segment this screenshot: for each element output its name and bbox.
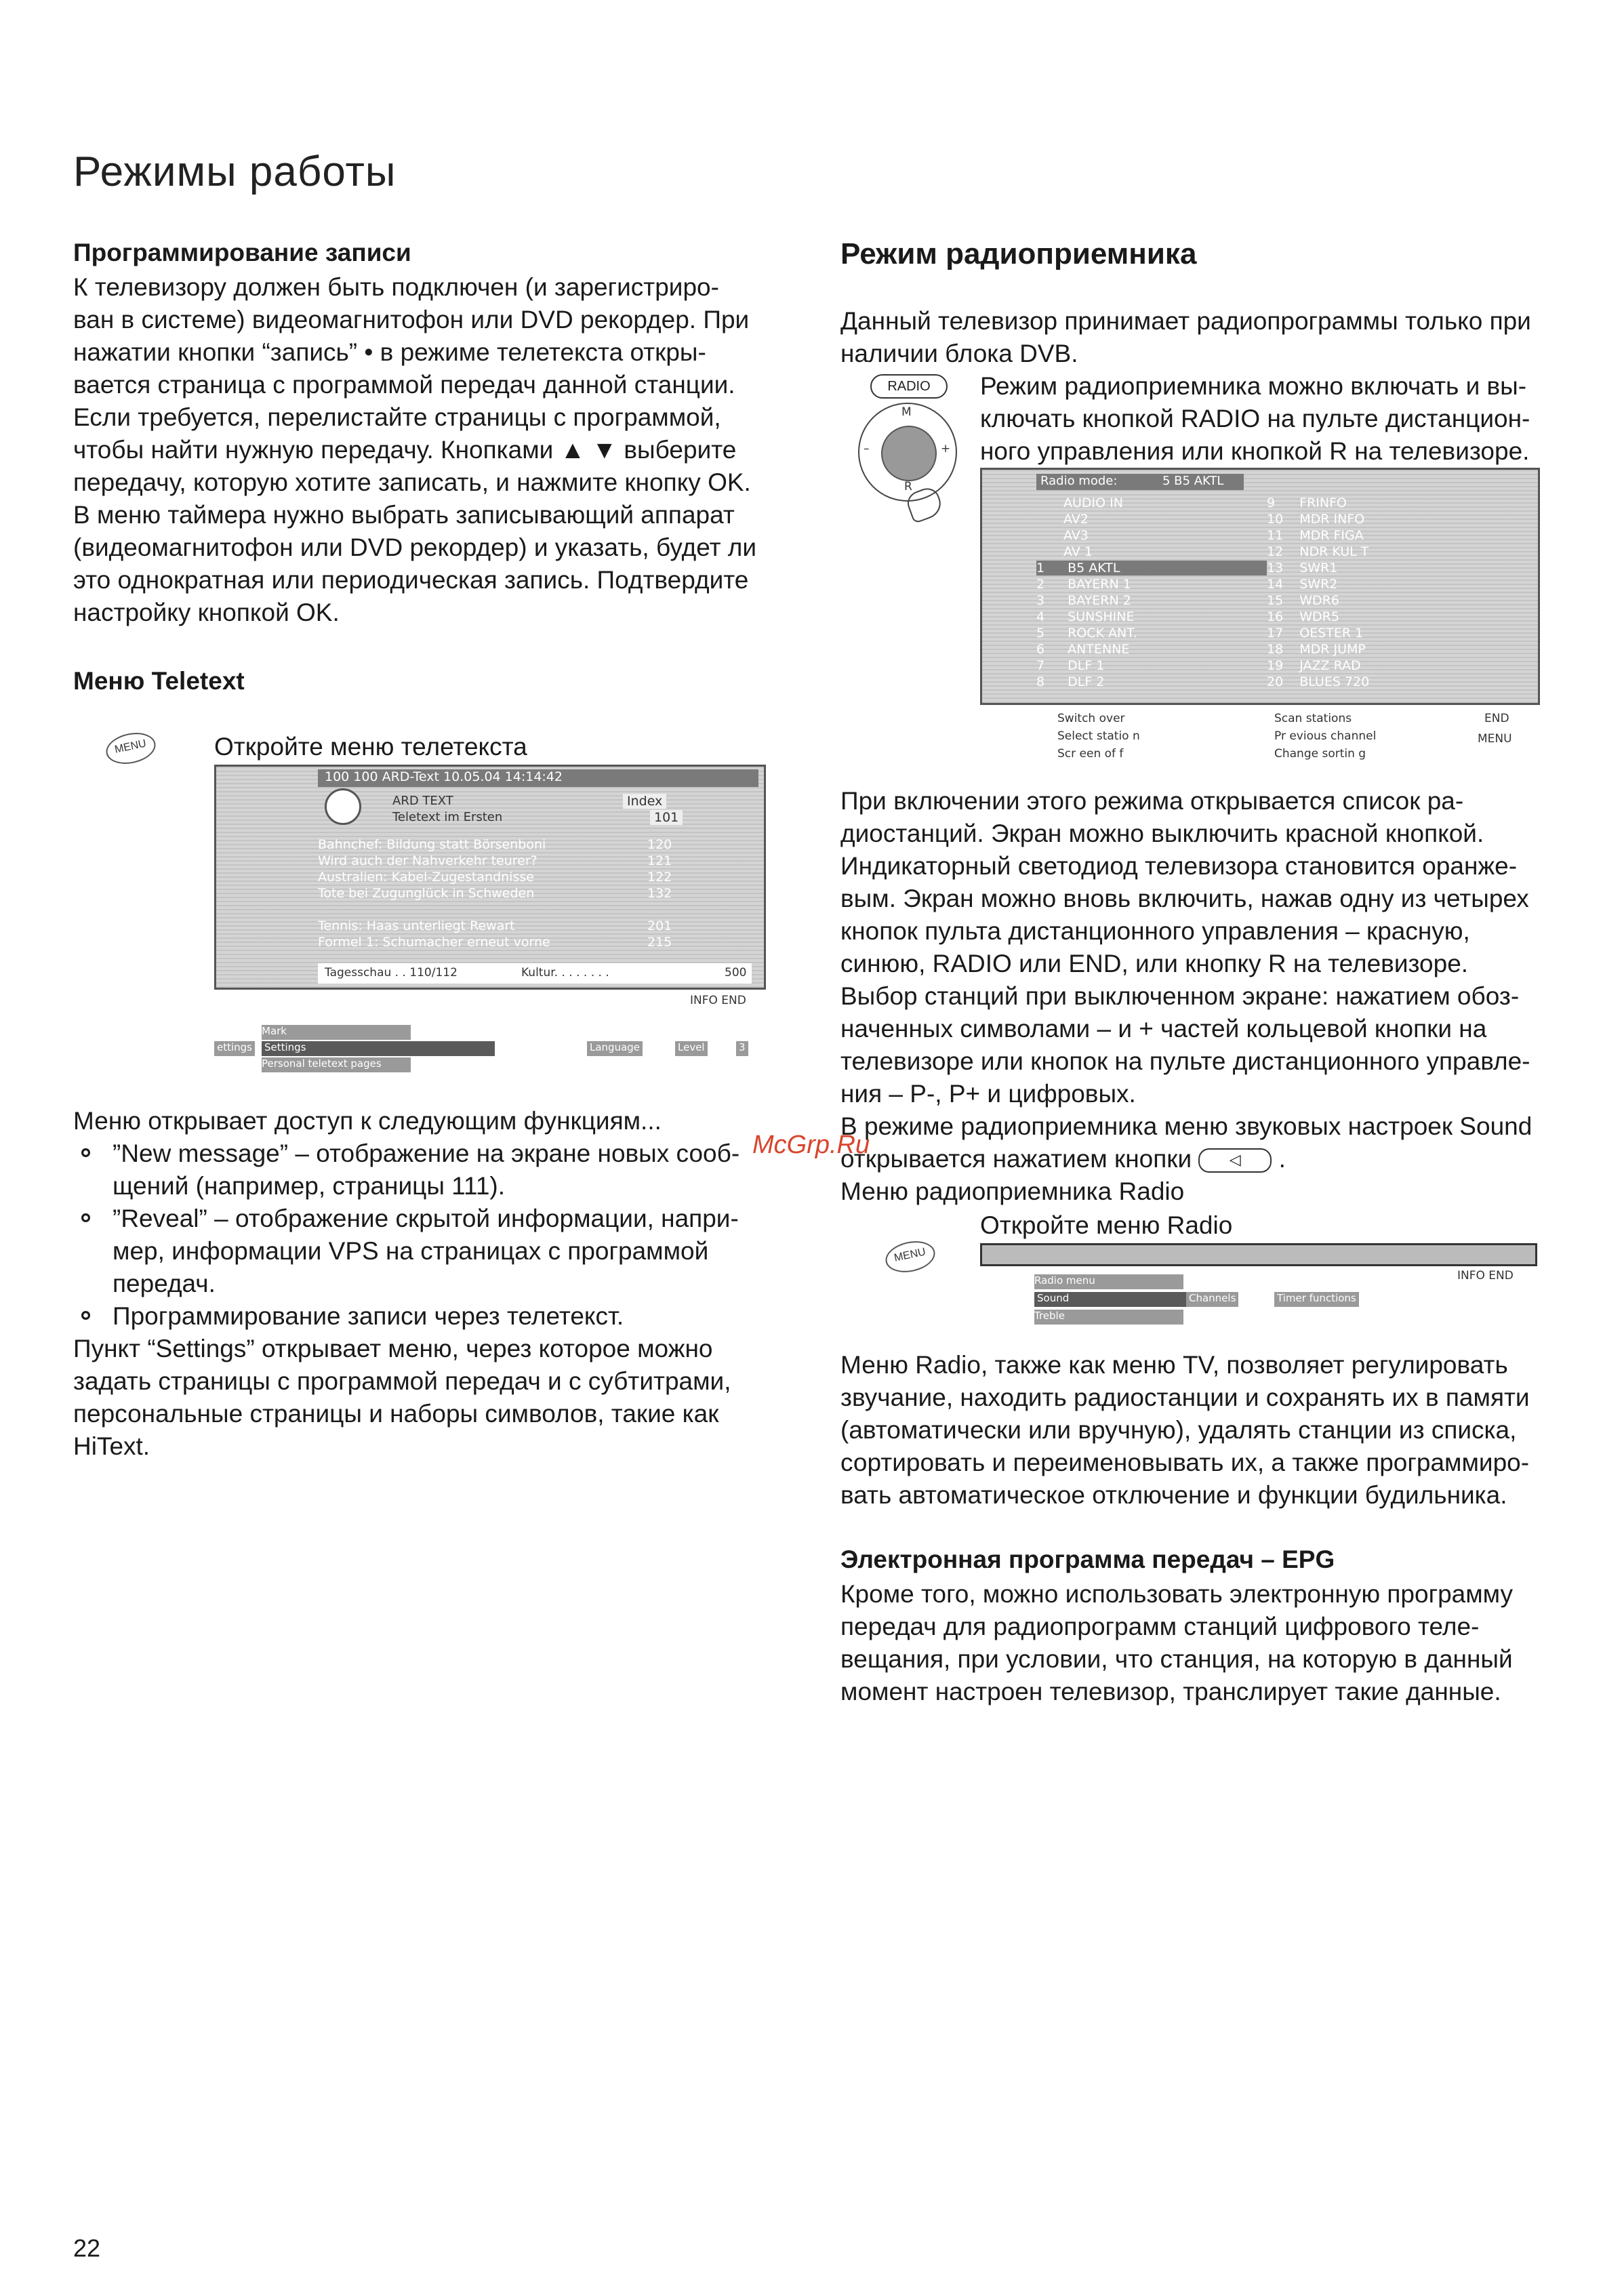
station-num: 11 bbox=[1267, 528, 1284, 543]
station-row[interactable] bbox=[1267, 658, 1361, 673]
radio-menu-instruction: Откройте меню Radio bbox=[980, 1211, 1233, 1239]
legend-end-key: END bbox=[1484, 712, 1509, 725]
radio-header-right: 5 B5 AKTL bbox=[1158, 474, 1223, 490]
teletext-row-page: 201 bbox=[647, 918, 672, 933]
text-line: мер, информации VPS на страницах с программой bbox=[113, 1237, 709, 1265]
text-line: диостанций. Экран можно выключить красной кнопкой. bbox=[840, 820, 1484, 847]
station-name: BLUES 720 bbox=[1299, 674, 1370, 689]
station-name: AV 1 bbox=[1063, 544, 1093, 559]
text-line: задать страницы с программой передач и с субтитрами, bbox=[73, 1367, 731, 1395]
teletext-row-page: 121 bbox=[647, 853, 672, 868]
station-name: WDR5 bbox=[1299, 609, 1339, 624]
teletext-row: Tennis: Haas unterliegt Rewart bbox=[318, 918, 515, 933]
station-num: 10 bbox=[1267, 512, 1284, 527]
teletext-bullets bbox=[73, 1137, 805, 1333]
text-line: (автоматически или вручную), удалять станции из списка, bbox=[840, 1416, 1517, 1444]
text-line: Меню Radio, также как меню TV, позволяет регулировать bbox=[840, 1351, 1508, 1379]
teletext-logo-line1: ARD TEXT bbox=[392, 794, 453, 808]
station-name: DLF 1 bbox=[1068, 658, 1105, 673]
station-num: 16 bbox=[1267, 609, 1284, 624]
station-name: OESTER 1 bbox=[1299, 626, 1364, 641]
teletext-footer-left: Tagesschau . . 110/112 bbox=[325, 966, 458, 979]
station-row[interactable] bbox=[1036, 528, 1267, 543]
epg-text bbox=[840, 1578, 1600, 1708]
ard-logo-icon bbox=[325, 788, 361, 825]
station-row[interactable] bbox=[1267, 528, 1364, 543]
station-row[interactable] bbox=[1036, 658, 1267, 673]
legend-item: Switch over bbox=[1057, 712, 1125, 725]
ok-button-icon bbox=[881, 426, 937, 481]
station-num: 1 bbox=[1036, 561, 1045, 575]
text-line: это однократная или периодическая запись. Подтвердите bbox=[73, 566, 749, 594]
teletext-footer-right: 500 bbox=[725, 966, 747, 979]
station-name: DLF 2 bbox=[1068, 674, 1105, 689]
text-line: чтобы найти нужную передачу. Кнопками ▲ ▼ выберите bbox=[73, 436, 737, 464]
station-name: SUNSHINE bbox=[1068, 609, 1135, 624]
submenu-item[interactable]: Mark bbox=[262, 1025, 411, 1040]
station-name: MDR JUMP bbox=[1299, 642, 1366, 657]
remote-r-label: R bbox=[904, 480, 912, 493]
station-name: BAYERN 2 bbox=[1068, 593, 1131, 608]
radio-heading: Режим радиоприемника bbox=[840, 237, 1197, 270]
submenu-item[interactable]: Personal teletext pages bbox=[262, 1057, 411, 1072]
teletext-row-page: 132 bbox=[647, 886, 672, 901]
station-num: 13 bbox=[1267, 561, 1284, 575]
station-row[interactable] bbox=[1267, 512, 1364, 527]
radio-list-left bbox=[1036, 496, 1267, 699]
radio-menu-item[interactable]: Radio menu bbox=[1034, 1274, 1183, 1289]
text-line: Меню радиоприемника Radio bbox=[840, 1177, 1185, 1205]
text-line: открывается нажатием кнопки ◁ . bbox=[840, 1145, 1286, 1173]
text-line: передачу, которую хотите записать, и нажмите кнопку OK. bbox=[73, 468, 751, 496]
station-name: ROCK ANT. bbox=[1068, 626, 1137, 641]
text-line: вать автоматическое отключение и функции будильника. bbox=[840, 1481, 1507, 1509]
station-num: 3 bbox=[1036, 593, 1045, 608]
station-row[interactable] bbox=[1036, 496, 1267, 510]
station-num: 14 bbox=[1267, 577, 1284, 592]
text-line: В режиме радиоприемника меню звуковых настроек Sound bbox=[840, 1112, 1532, 1140]
station-row[interactable] bbox=[1036, 593, 1267, 608]
teletext-row: Bahnchef: Bildung statt Börsenboni bbox=[318, 837, 546, 852]
station-row[interactable] bbox=[1036, 674, 1267, 689]
text-line: К телевизору должен быть подключен (и зарегистриро- bbox=[73, 273, 719, 301]
text-line: ния – P-, P+ и цифровых. bbox=[840, 1080, 1136, 1108]
bullet-item bbox=[73, 1300, 805, 1333]
station-num: 5 bbox=[1036, 626, 1045, 641]
menu-button-icon: MENU bbox=[882, 1237, 938, 1276]
station-name: SWR2 bbox=[1299, 577, 1338, 592]
legend-menu-key: MENU bbox=[1478, 732, 1512, 746]
sound-button-icon: ◁ bbox=[1198, 1148, 1272, 1173]
text-line: настройку кнопкой OK. bbox=[73, 599, 340, 626]
menu-button-icon: MENU bbox=[103, 729, 159, 768]
bullet-item bbox=[73, 1137, 805, 1203]
station-row[interactable] bbox=[1267, 496, 1347, 510]
radio-menu-bar bbox=[980, 1243, 1537, 1266]
legend-item: Pr evious channel bbox=[1274, 729, 1377, 743]
station-num: 15 bbox=[1267, 593, 1284, 608]
text-line: нажатии кнопки “запись” • в режиме телетекста откры- bbox=[73, 338, 706, 366]
bullet-item bbox=[73, 1203, 805, 1300]
recording-text bbox=[73, 271, 792, 629]
station-name: AV2 bbox=[1063, 512, 1089, 527]
text-line: кнопок пульта дистанционного управления – красную, bbox=[840, 917, 1470, 945]
submenu-right-item[interactable]: Level bbox=[675, 1041, 708, 1056]
text-line: Данный телевизор принимает радиопрограммы только при bbox=[840, 307, 1531, 335]
teletext-row-page: 120 bbox=[647, 837, 672, 852]
radio-menu-right-item[interactable]: Channels bbox=[1186, 1292, 1238, 1307]
station-name: MDR INFO bbox=[1299, 512, 1365, 527]
text-line: наличии блока DVB. bbox=[840, 340, 1078, 367]
station-num: 18 bbox=[1267, 642, 1284, 657]
teletext-row-page: 122 bbox=[647, 870, 672, 885]
station-row[interactable] bbox=[1267, 577, 1337, 592]
remote-m-label: M bbox=[901, 405, 912, 419]
station-row-selected[interactable] bbox=[1036, 561, 1267, 575]
legend-item: Change sortin g bbox=[1274, 747, 1366, 761]
radio-description bbox=[840, 785, 1600, 1208]
station-name: JAZZ RAD bbox=[1299, 658, 1361, 673]
teletext-footer bbox=[318, 963, 752, 984]
teletext-intro: Меню открывает доступ к следующим функциям... bbox=[73, 1107, 662, 1135]
text-line: ∘ Программирование записи через телетекст. bbox=[113, 1302, 624, 1330]
teletext-row: Australien: Kabel-Zugestandnisse bbox=[318, 870, 534, 885]
legend-item: Scr een of f bbox=[1057, 747, 1124, 761]
legend-item: Select statio n bbox=[1057, 729, 1140, 743]
submenu-left-label: ettings bbox=[214, 1041, 255, 1056]
page-title: Режимы работы bbox=[73, 148, 397, 195]
station-row[interactable] bbox=[1267, 609, 1339, 624]
station-num: 6 bbox=[1036, 642, 1045, 657]
text-line: передач. bbox=[113, 1270, 216, 1297]
teletext-instruction: Откройте меню телетекста bbox=[214, 733, 527, 761]
radio-menu-keys: INFO END bbox=[1457, 1269, 1514, 1282]
station-num: 17 bbox=[1267, 626, 1284, 641]
text-line: В меню таймера нужно выбрать записывающий аппарат bbox=[73, 501, 735, 529]
text-line: вым. Экран можно вновь включить, нажав одну из четырех bbox=[840, 885, 1529, 912]
text-line: Выбор станций при выключенном экране: нажатием обоз- bbox=[840, 982, 1520, 1010]
text-line: Если требуется, перелистайте страницы с программой, bbox=[73, 403, 721, 431]
text-line: синюю, RADIO или END, или кнопку R на телевизоре. bbox=[840, 950, 1469, 977]
radio-header-left: Radio mode: bbox=[1036, 474, 1244, 490]
text-line: телевизоре или кнопок на пульте дистанционного управле- bbox=[840, 1047, 1530, 1075]
text-line: вещания, при условии, что станция, на которую в данный bbox=[840, 1645, 1513, 1673]
station-num: 2 bbox=[1036, 577, 1045, 592]
station-row[interactable] bbox=[1036, 577, 1267, 592]
radio-screen bbox=[980, 468, 1540, 705]
teletext-index-page: 101 bbox=[650, 810, 683, 825]
radio-list-right bbox=[1267, 496, 1524, 699]
teletext-index-label: Index bbox=[623, 794, 666, 809]
text-line: щений (например, страницы 111). bbox=[113, 1172, 506, 1200]
legend-item: Scan stations bbox=[1274, 712, 1352, 725]
teletext-heading: Меню Teletext bbox=[73, 667, 245, 695]
station-row[interactable] bbox=[1267, 544, 1368, 559]
text-line: ∘ ”New message” – отображение на экране новых сооб- bbox=[113, 1139, 740, 1167]
radio-button-icon: RADIO bbox=[870, 374, 948, 399]
teletext-screen bbox=[214, 765, 766, 990]
station-row[interactable] bbox=[1036, 609, 1267, 624]
station-row[interactable] bbox=[1267, 626, 1363, 641]
teletext-row: Wird auch der Nahverkehr teurer? bbox=[318, 853, 537, 868]
ring-button-icon bbox=[858, 403, 957, 502]
text-line: ного управления или кнопкой R на телевизоре. bbox=[980, 437, 1530, 465]
plus-icon: + bbox=[941, 442, 951, 456]
radio-intro bbox=[840, 305, 1586, 370]
station-name: FRINFO bbox=[1299, 496, 1347, 510]
station-num: 20 bbox=[1267, 674, 1284, 689]
station-row[interactable] bbox=[1036, 626, 1267, 641]
text-line: наченных символами – и + частей кольцевой кнопки на bbox=[840, 1015, 1487, 1043]
station-name: B5 AKTL bbox=[1068, 561, 1120, 575]
text-line: Индикаторный светодиод телевизора становится оранже- bbox=[840, 852, 1518, 880]
station-name: SWR1 bbox=[1299, 561, 1338, 575]
teletext-row-page: 215 bbox=[647, 935, 672, 950]
station-name: ANTENNE bbox=[1068, 642, 1130, 657]
text-line: Пункт “Settings” открывает меню, через которое можно bbox=[73, 1335, 713, 1362]
text-line: ∘ ”Reveal” – отображение скрытой информации, напри- bbox=[113, 1205, 739, 1232]
station-row[interactable] bbox=[1036, 512, 1267, 527]
text-line: HiText. bbox=[73, 1432, 150, 1460]
station-row[interactable] bbox=[1267, 642, 1366, 657]
station-num: 8 bbox=[1036, 674, 1045, 689]
radio-menu-item-sound[interactable]: Sound bbox=[1034, 1292, 1227, 1307]
text-line: (видеомагнитофон или DVD рекордер) и указать, будет ли bbox=[73, 533, 757, 561]
text-line: Кроме того, можно использовать электронную программу bbox=[840, 1580, 1514, 1608]
radio-remote-text bbox=[980, 370, 1604, 468]
teletext-submenu bbox=[214, 1025, 763, 1076]
station-name: AUDIO IN bbox=[1063, 496, 1123, 510]
teletext-row: Formel 1: Schumacher erneut vorne bbox=[318, 935, 550, 950]
station-row[interactable] bbox=[1036, 642, 1267, 657]
text-line: передач для радиопрограмм станций цифрового теле- bbox=[840, 1613, 1480, 1640]
station-num: 7 bbox=[1036, 658, 1045, 673]
submenu-right-item[interactable]: 3 bbox=[736, 1041, 748, 1056]
station-num: 19 bbox=[1267, 658, 1284, 673]
station-num: 9 bbox=[1267, 496, 1276, 510]
station-name: NDR KUL T bbox=[1299, 544, 1369, 559]
teletext-functions bbox=[73, 1105, 805, 1463]
station-name: WDR6 bbox=[1299, 593, 1339, 608]
teletext-logo-line2: Teletext im Ersten bbox=[392, 810, 503, 824]
submenu-item-settings[interactable]: Settings bbox=[262, 1041, 495, 1056]
text-line: вается страница с программой передач данной станции. bbox=[73, 371, 735, 399]
radio-menu-description bbox=[840, 1349, 1600, 1512]
teletext-keys: INFO END bbox=[690, 994, 746, 1007]
text-line: звучание, находить радиостанции и сохранять их в памяти bbox=[840, 1383, 1530, 1411]
sound-button-text: открывается нажатием кнопки bbox=[840, 1145, 1192, 1173]
watermark: McGrp.Ru bbox=[752, 1131, 870, 1159]
text-line: сортировать и переименовывать их, а также программиро- bbox=[840, 1449, 1530, 1476]
station-name: BAYERN 1 bbox=[1068, 577, 1131, 592]
recording-heading: Программирование записи bbox=[73, 239, 411, 266]
station-row[interactable] bbox=[1267, 593, 1339, 608]
text-line: момент настроен телевизор, транслирует такие данные. bbox=[840, 1678, 1501, 1705]
submenu-right-item[interactable]: Language bbox=[587, 1041, 643, 1056]
station-row[interactable] bbox=[1267, 674, 1369, 689]
text-line: ван в системе) видеомагнитофон или DVD рекордер. При bbox=[73, 306, 750, 334]
station-name: MDR FIGA bbox=[1299, 528, 1364, 543]
station-row[interactable] bbox=[1267, 561, 1337, 575]
text-line: При включении этого режима открывается список ра- bbox=[840, 787, 1464, 815]
epg-heading: Электронная программа передач – EPG bbox=[840, 1545, 1335, 1573]
station-num: 4 bbox=[1036, 609, 1045, 624]
text-line: ключать кнопкой RADIO на пульте дистанцион- bbox=[980, 405, 1530, 432]
radio-menu-item[interactable]: Treble bbox=[1034, 1310, 1183, 1325]
text-line: Режим радиоприемника можно включать и вы- bbox=[980, 372, 1527, 400]
radio-menu-right-item[interactable]: Timer functions bbox=[1274, 1292, 1359, 1307]
station-row[interactable] bbox=[1036, 544, 1267, 559]
teletext-footer-mid: Kultur. . . . . . . . bbox=[521, 966, 609, 979]
teletext-header: 100 100 ARD-Text 10.05.04 14:14:42 bbox=[318, 769, 758, 787]
page-number: 22 bbox=[73, 2234, 101, 2262]
minus-icon: – bbox=[864, 442, 870, 456]
text-line: персональные страницы и наборы символов, такие как bbox=[73, 1400, 719, 1428]
teletext-row: Tote bei Zugunglück in Schweden bbox=[318, 886, 535, 901]
station-name: AV3 bbox=[1063, 528, 1089, 543]
station-num: 12 bbox=[1267, 544, 1284, 559]
